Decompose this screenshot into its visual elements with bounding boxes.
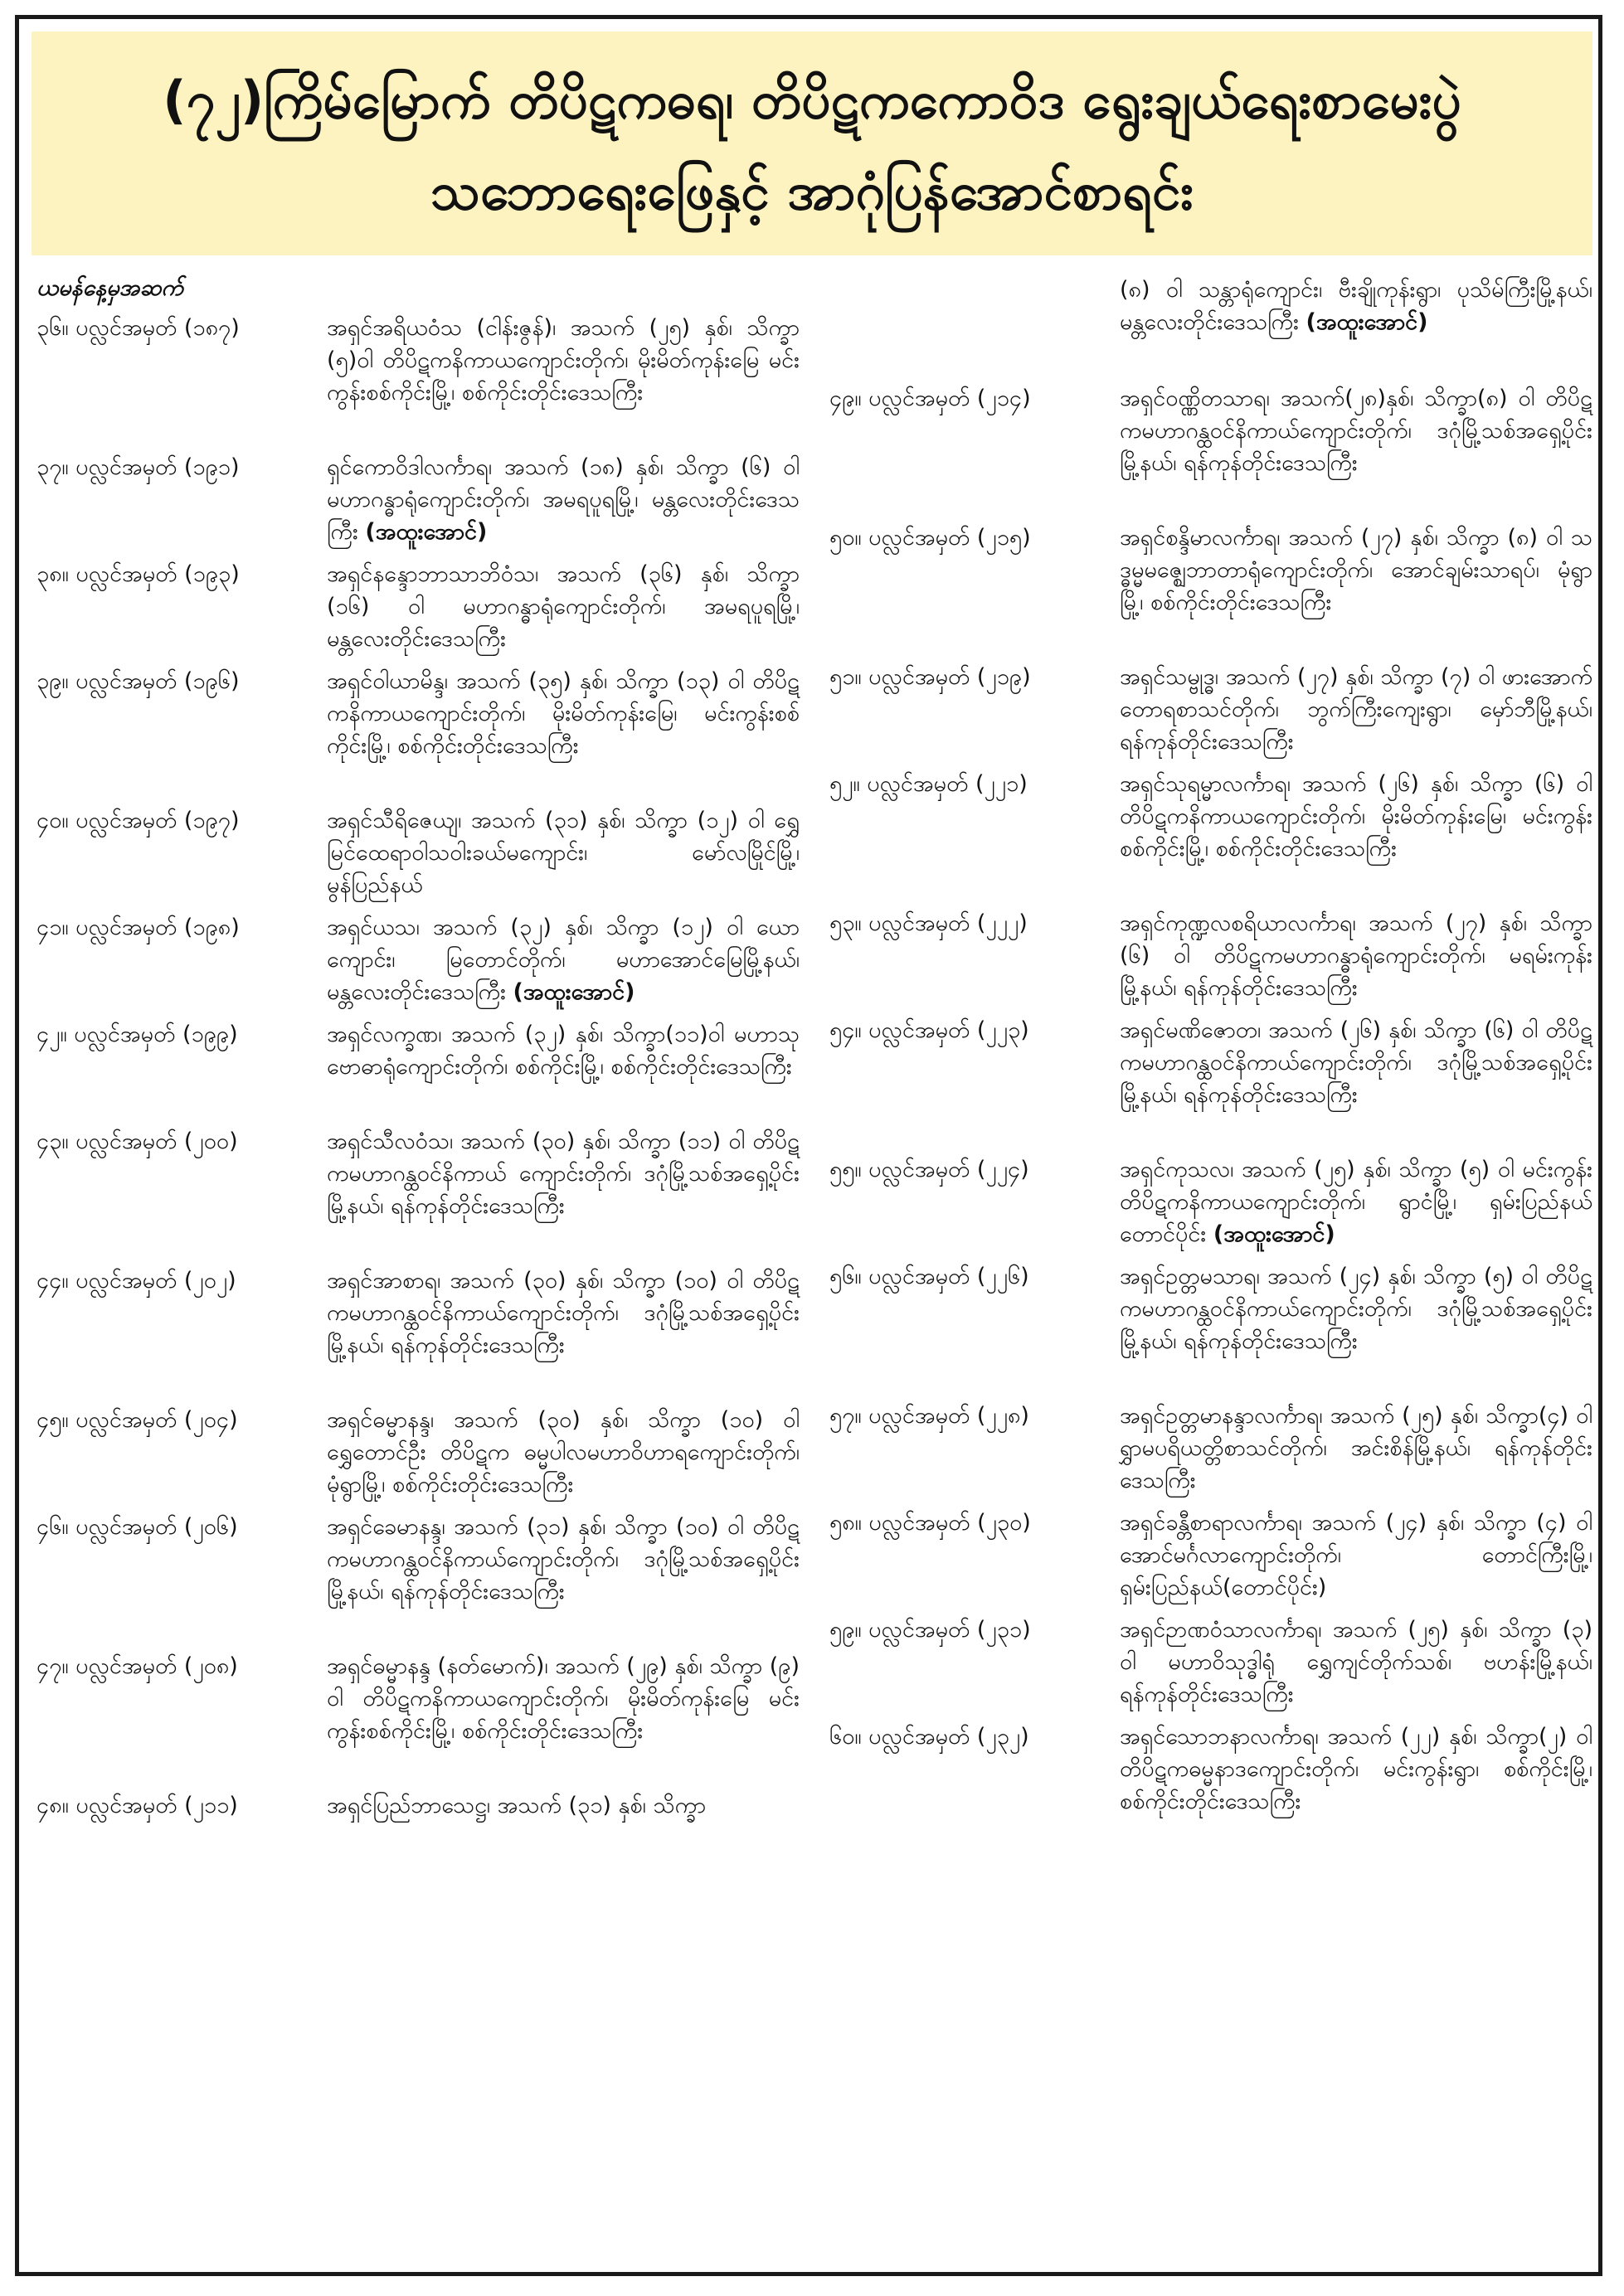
list-item [829,1153,1592,1260]
list-item [36,911,800,1018]
seat-number: ၄၅။ ပလ္လင်အမှတ် (၂၀၄) [36,1407,238,1433]
entry-text: အရှင်သမ္ဗုဒ္ဓ၊ အသက် (၂၇) နှစ်၊ သိက္ခာ (၇) ဝါ ဖားအောက်တောရစာသင်တိုက်၊ ဘွက်ကြီးကျေးရွာ၊ မှော်ဘီမြို့နယ်၊ ရန်ကုန်တိုင်းဒေသကြီး [1120,664,1592,755]
list-item [829,1260,1592,1400]
list-item [829,907,1592,1014]
entry-description [327,1789,800,1822]
seat-number: ၅၈။ ပလ္လင်အမှတ် (၂၃၀) [829,1510,1031,1536]
list-item [829,1721,1592,1860]
entry-text: အရှင်နန္ဒောဘာသာဘိဝံသ၊ အသက် (၃၆) နှစ်၊ သိက္ခာ (၁၆) ဝါ မဟာဂန္ဓာရုံကျောင်းတိုက်၊ အမရပူရမြို့၊ မန္တလေးတိုင်းဒေသကြီး [327,561,800,652]
entry-description [1120,1260,1592,1357]
entry-text: အရှင်သီလဝံသ၊ အသက် (၃၀) နှစ်၊ သိက္ခာ (၁၁) ဝါ တိပိဋကမဟာဂန္ထဝင်နိကာယ် ကျောင်းတိုက်၊ ဒဂုံမြို့သစ်အရှေ့ပိုင်းမြို့နယ်၊ ရန်ကုန်တိုင်းဒေသကြီး [327,1129,800,1219]
seat-number: ၅၇။ ပလ္လင်အမှတ် (၂၂၈) [829,1403,1029,1429]
seat-number: ၅၀။ ပလ္လင်အမှတ် (၂၁၅) [829,525,1031,551]
seat-number: ၃၈။ ပလ္လင်အမှတ် (၁၉၃) [36,561,240,587]
seat-number: ၅၁။ ပလ္လင်အမှတ် (၂၁၉) [829,664,1031,690]
list-item [36,558,800,665]
continued-entry [829,274,1592,382]
entry-description [327,911,800,1008]
list-item [829,661,1592,768]
right-entry-list [829,382,1592,1860]
entry-description [327,1404,800,1501]
list-item [36,1789,800,1832]
entry-text: အရှင်သုရမ္မာလင်္ကာရ၊ အသက် (၂၆) နှစ်၊ သိက္ခာ (၆) ဝါ တိပိဋကနိကာယကျောင်းတိုက်၊ မိုးမိတ်ကုန်းမြေ၊ မင်းကွန်းစစ်ကိုင်းမြို့၊ စစ်ကိုင်းတိုင်းဒေသကြီး [1120,771,1592,862]
list-item [36,451,800,558]
entry-description [327,312,800,409]
list-item [36,1125,800,1264]
right-column [829,274,1592,1860]
list-item [36,1511,800,1650]
entry-text: အရှင်ခေမာနန္ဒ၊ အသက် (၃၁) နှစ်၊ သိက္ခာ (၁၀) ဝါ တိပိဋကမဟာဂန္ထဝင်နိကာယ်ကျောင်းတိုက်၊ ဒဂုံမြို့သစ်အရှေ့ပိုင်းမြို့နယ်၊ ရန်ကုန်တိုင်းဒေသကြီး [327,1514,800,1604]
list-item [36,1018,800,1125]
entry-description [1120,1614,1592,1711]
entry-text: အရှင်ယသ၊ အသက် (၃၂) နှစ်၊ သိက္ခာ (၁၂) ဝါ ယောကျောင်း၊ မြတောင်တိုက်၊ မဟာအောင်မြေမြို့နယ်၊ မန္တလေးတိုင်းဒေသကြီး [327,915,800,1005]
entry-description [1120,1014,1592,1111]
seat-number: ၆၀။ ပလ္လင်အမှတ် (၂၃၂) [829,1724,1029,1750]
entry-text: အရှင်ဥတ္တမာနန္ဒာလင်္ကာရ၊ အသက် (၂၅) နှစ်၊ သိက္ခာ(၄) ဝါ ရွှာမပရိယတ္တိစာသင်တိုက်၊ အင်းစိန်မြို့နယ်၊ ရန်ကုန်တိုင်းဒေသကြီး [1120,1403,1592,1493]
entry-text: အရှင်စန္ဒိမာလင်္ကာရ၊ အသက် (၂၇) နှစ်၊ သိက္ခာ (၈) ဝါ သဒ္ဓမ္မမဇ္ဈေဘာတာရုံကျောင်းတိုက်၊ အောင်ချမ်းသာရပ်၊ မုံရွာမြို့၊ စစ်ကိုင်းတိုင်းဒေသကြီး [1120,525,1592,615]
entry-text: အရှင်ဓမ္မာနန္ဒ၊ အသက် (၃၀) နှစ်၊ သိက္ခာ (၁၀) ဝါ ရွှေတောင်ဦး တိပိဋက ဓမ္မပါလမဟာဝိဟာရကျောင်းတိုက်၊ မုံရွာမြို့၊ စစ်ကိုင်းတိုင်းဒေသကြီး [327,1407,800,1497]
entry-text: အရှင်အာစာရ၊ အသက် (၃၀) နှစ်၊ သိက္ခာ (၁၀) ဝါ တိပိဋကမဟာဂန္ထဝင်နိကာယ်ကျောင်းတိုက်၊ ဒဂုံမြို့သစ်အရှေ့ပိုင်းမြို့နယ်၊ ရန်ကုန်တိုင်းဒေသကြီး [327,1268,800,1358]
seat-number: ၄၇။ ပလ္လင်အမှတ် (၂၀၈) [36,1653,238,1679]
seat-number: ၅၅။ ပလ္လင်အမှတ် (၂၂၄) [829,1157,1029,1182]
seat-number: ၅၉။ ပလ္လင်အမှတ် (၂၃၁) [829,1617,1031,1643]
list-item [829,382,1592,522]
seat-number: ၄၄။ ပလ္လင်အမှတ် (၂၀၂) [36,1268,236,1294]
entry-description [327,451,800,548]
entry-text: အရှင်ခန္တီစာရာလင်္ကာရ၊ အသက် (၂၄) နှစ်၊ သိက္ခာ (၄) ဝါ အောင်မင်္ဂလာကျောင်းတိုက်၊ တောင်ကြီးမြို့၊ ရှမ်းပြည်နယ်(တောင်ပိုင်း) [1120,1510,1592,1600]
seat-number: ၄၁။ ပလ္လင်အမှတ် (၁၉၈) [36,915,240,940]
seat-number: ၄၉။ ပလ္လင်အမှတ် (၂၁၄) [829,386,1031,411]
left-column [36,274,800,1832]
entry-text: အရှင်ပြည်ဘာသေဋ္ဌ၊ အသက် (၃၁) နှစ်၊ သိက္ခာ [327,1793,707,1818]
entry-description [1120,1153,1592,1250]
entry-description [1120,907,1592,1004]
seat-number: ၅၃။ ပလ္လင်အမှတ် (၂၂၂) [829,910,1028,936]
list-item [829,1400,1592,1507]
seat-number: ၄၆။ ပလ္လင်အမှတ် (၂၀၆) [36,1514,238,1540]
seat-number: ၄၈။ ပလ္လင်အမှတ် (၂၁၁) [36,1793,238,1818]
entry-text: အရှင်ဝဏ္ဏိတသာရ၊ အသက်(၂၈)နှစ်၊ သိက္ခာ(၈) ဝါ တိပိဋကမဟာဂန္ထဝင်နိကာယ်ကျောင်းတိုက်၊ ဒဂုံမြို့သစ်အရှေ့ပိုင်းမြို့နယ်၊ ရန်ကုန်တိုင်းဒေသကြီး [1120,386,1592,476]
entry-description [327,1264,800,1362]
entry-description [1120,768,1592,865]
list-item [829,768,1592,907]
entry-text: (၈) ဝါ သန္တာရုံကျောင်း၊ ဗီးချိုကုန်းရွာ၊ ပုသိမ်ကြီးမြို့နယ်၊ မန္တလေးတိုင်းဒေသကြီး [1120,277,1592,335]
entry-description [1120,1507,1592,1604]
list-item [36,1650,800,1789]
entry-text: အရှင်ကုသလ၊ အသက် (၂၅) နှစ်၊ သိက္ခာ (၅) ဝါ မင်းကွန်းတိပိဋကနိကာယကျောင်းတိုက်၊ ရွာငံမြို့၊ ရှမ်းပြည်နယ်တောင်ပိုင်း [1120,1157,1592,1247]
list-item [36,1264,800,1404]
entry-text: အရှင်လက္ခဏ၊ အသက် (၃၂) နှစ်၊ သိက္ခာ(၁၁)ဝါ မဟာသုဗောဓာရုံကျောင်းတိုက်၊ စစ်ကိုင်းမြို့၊ စစ်ကိုင်းတိုင်းဒေသကြီး [327,1022,800,1080]
entry-description [1120,1400,1592,1497]
entry-description [327,558,800,655]
page-header [32,32,1592,255]
seat-number: ၃၆။ ပလ္လင်အမှတ် (၁၈၇) [36,315,240,341]
seat-number: ၅၆။ ပလ္လင်အမှတ် (၂၂၆) [829,1264,1029,1289]
entry-text: အရှင်ဝါယာမိန္ဒ၊ အသက် (၃၅) နှစ်၊ သိက္ခာ (၁၃) ဝါ တိပိဋကနိကာယကျောင်းတိုက်၊ မိုးမိတ်ကုန်းမြေ၊ မင်းကွန်းစစ်ကိုင်းမြို့၊ စစ်ကိုင်းတိုင်းဒေသကြီး [327,668,800,759]
entry-text: အရှင်ကုဏ္ဍလစရိယာလင်္ကာရ၊ အသက် (၂၇) နှစ်၊ သိက္ခာ (၆) ဝါ တိပိဋကမဟာဂန္ဓာရုံကျောင်းတိုက်၊ မရမ်းကုန်းမြို့နယ်၊ ရန်ကုန်တိုင်းဒေသကြီး [1120,910,1592,1001]
list-item [829,1507,1592,1614]
seat-number: ၃၇။ ပလ္လင်အမှတ် (၁၉၁) [36,454,240,480]
entry-text: အရှင်မဏိဇောတ၊ အသက် (၂၆) နှစ်၊ သိက္ခာ (၆) ဝါ တိပိဋကမဟာဂန္ထဝင်နိကာယ်ကျောင်းတိုက်၊ ဒဂုံမြို့သစ်အရှေ့ပိုင်းမြို့နယ်၊ ရန်ကုန်တိုင်းဒေသကြီး [1120,1017,1592,1108]
page-subtitle: သဘောရေးဖြေနှင့် အာဂုံပြန်အောင်စာရင်း [430,161,1194,221]
distinction-label: (အထူးအောင်) [365,519,488,545]
list-item [36,312,800,451]
seat-number: ၅၂။ ပလ္လင်အမှတ် (၂၂၁) [829,771,1028,797]
list-item [36,804,800,911]
entry-description [327,1125,800,1222]
seat-number: ၄၃။ ပလ္လင်အမှတ် (၂၀၀) [36,1129,238,1154]
seat-number: ၄၀။ ပလ္လင်အမှတ် (၁၉၇) [36,808,240,833]
entry-text: အရှင်ဥတ္တမသာရ၊ အသက် (၂၄) နှစ်၊ သိက္ခာ (၅) ဝါ တိပိဋကမဟာဂန္ထဝင်နိကာယ်ကျောင်းတိုက်၊ ဒဂုံမြို့သစ်အရှေ့ပိုင်းမြို့နယ်၊ ရန်ကုန်တိုင်းဒေသကြီး [1120,1264,1592,1354]
entry-text: အရှင်သီရိဇေယျ၊ အသက် (၃၁) နှစ်၊ သိက္ခာ (၁၂) ဝါ ရွှေမြင်ထေရာဝါသဝါးခယ်မကျောင်း၊ မော်လမြိုင်မြို့၊ မွန်ပြည်နယ် [327,808,800,898]
entry-description [327,665,800,762]
list-item [829,1614,1592,1721]
left-entry-list [36,312,800,1832]
seat-number: ၅၄။ ပလ္လင်အမှတ် (၂၂၃) [829,1017,1029,1043]
entry-description [327,804,800,901]
list-item [36,665,800,804]
list-item [829,522,1592,661]
entry-description [327,1650,800,1747]
distinction-label: (အထူးအောင်) [1306,309,1428,335]
entry-text: ရှင်ကောဝိဒါလင်္ကာရ၊ အသက် (၁၈) နှစ်၊ သိက္ခာ (၆) ဝါ မဟာဂန္ဓာရုံကျောင်းတိုက်၊ အမရပူရမြို့၊ မန္တလေးတိုင်းဒေသကြီး [327,454,800,545]
entry-description [1120,661,1592,758]
seat-number: ၃၉။ ပလ္လင်အမှတ် (၁၉၆) [36,668,240,694]
list-item [829,1014,1592,1153]
entry-text: အရှင်သောဘနာလင်္ကာရ၊ အသက် (၂၂) နှစ်၊ သိက္ခာ(၂) ဝါ တိပိဋကဓမ္မနာဒကျောင်းတိုက်၊ မင်းကွန်းရွာ၊ စစ်ကိုင်းမြို့၊ စစ်ကိုင်းတိုင်းဒေသကြီး [1120,1724,1592,1814]
entry-description [1120,522,1592,619]
seat-number: ၄၂။ ပလ္လင်အမှတ် (၁၉၉) [36,1022,238,1047]
distinction-label: (အထူးအောင်) [513,979,635,1005]
entry-text: အရှင်အရိယဝံသ (ငါန်းဇွန်)၊ အသက် (၂၅) နှစ်၊ သိက္ခာ (၅)ဝါ တိပိဋကနိကာယကျောင်းတိုက်၊ မိုးမိတ်ကုန်းမြေ မင်းကွန်းစစ်ကိုင်းမြို့၊ စစ်ကိုင်းတိုင်းဒေသကြီး [327,315,800,405]
entry-description [327,1511,800,1608]
page-title: (၇၂)ကြိမ်မြောက် တိပိဋကဓရ၊ တိပိဋကကောဝိဒ ရွေးချယ်ရေးစာမေးပွဲ [163,70,1461,130]
list-item [36,1404,800,1511]
entry-description [829,274,1592,338]
entry-text: အရှင်ဉာဏဝံသာလင်္ကာရ၊ အသက် (၂၅) နှစ်၊ သိက္ခာ (၃) ဝါ မဟာဝိသုဒ္ဓါရုံ ရွှေကျင်တိုက်သစ်၊ ဗဟန်းမြို့နယ်၊ ရန်ကုန်တိုင်းဒေသကြီး [1120,1617,1592,1707]
entry-description [1120,382,1592,479]
entry-text: အရှင်ဓမ္မာနန္ဒ (နတ်မောက်)၊ အသက် (၂၉) နှစ်၊ သိက္ခာ (၉) ဝါ တိပိဋကနိကာယကျောင်းတိုက်၊ မိုးမိတ်ကုန်းမြေ မင်းကွန်းစစ်ကိုင်းမြို့၊ စစ်ကိုင်းတိုင်းဒေသကြီး [327,1653,800,1744]
entry-description [1120,1721,1592,1818]
entry-description [327,1018,800,1083]
section-continuation-label: ယမန်နေ့မှအဆက် [36,275,183,301]
distinction-label: (အထူးအောင်) [1213,1221,1335,1247]
